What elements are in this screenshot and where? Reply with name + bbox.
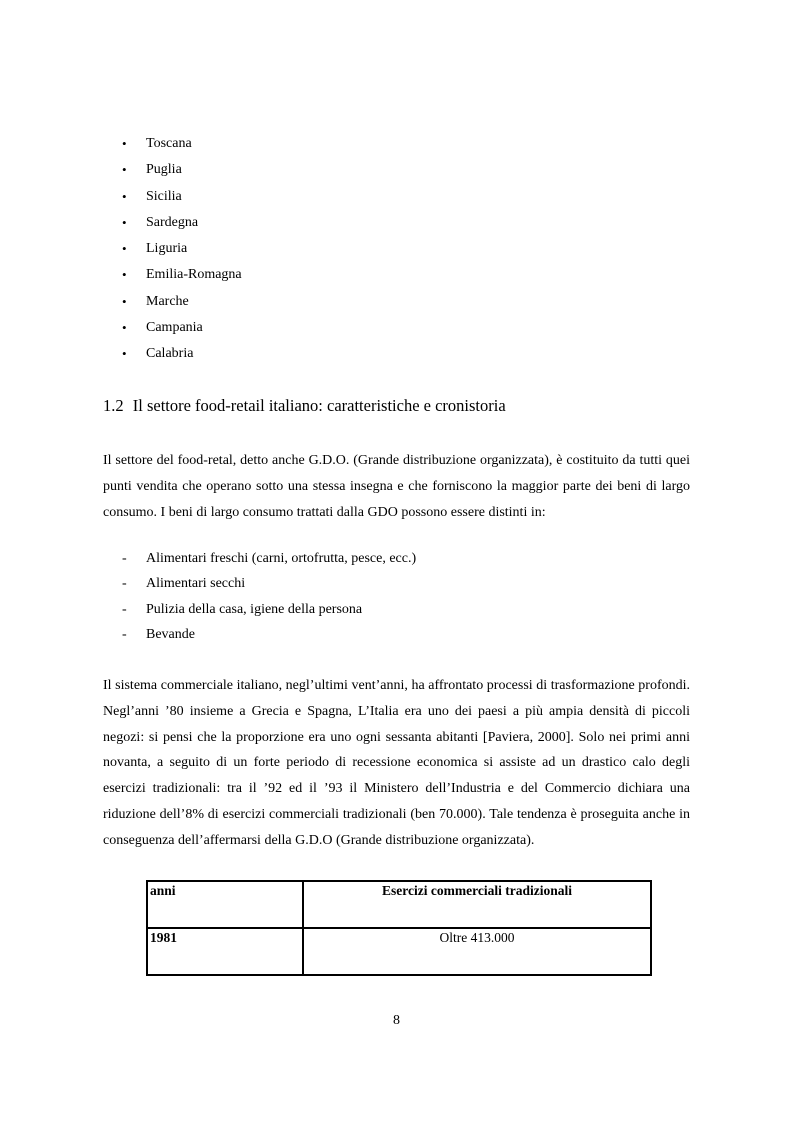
table-cell-year: 1981 — [147, 928, 303, 975]
list-item-text: Campania — [146, 320, 203, 336]
bullet-icon: • — [122, 293, 127, 309]
list-item-text: Toscana — [146, 136, 192, 151]
list-item — [122, 187, 242, 213]
list-item — [122, 549, 416, 574]
list-item — [122, 213, 242, 239]
bullet-icon: • — [122, 188, 127, 204]
list-item — [122, 574, 416, 599]
dash-icon: - — [122, 601, 127, 617]
table-header-years: anni — [147, 881, 303, 928]
list-item — [122, 625, 416, 650]
list-item — [122, 265, 242, 291]
shops-table — [146, 880, 652, 976]
table-header-row — [147, 881, 651, 928]
list-item-text: Puglia — [146, 162, 182, 178]
bullet-icon: • — [122, 241, 127, 257]
bullet-icon: • — [122, 320, 127, 336]
list-item-text: Emilia-Romagna — [146, 267, 242, 283]
dash-icon: - — [122, 551, 127, 566]
list-item-text: Alimentari secchi — [146, 576, 246, 592]
list-item-text: Bevande — [146, 626, 195, 642]
list-item-text: Calabria — [146, 346, 194, 362]
list-item-text: Pulizia della casa, igiene della persona — [146, 601, 363, 617]
list-item-text: Alimentari freschi (carni, ortofrutta, pesce, ecc.) — [146, 551, 417, 566]
dash-icon: - — [122, 626, 127, 642]
history-paragraph: Il sistema commerciale italiano, negl’ultimi vent’anni, ha affrontato processi di trasformazione profondi. Negl’anni ’80 insieme a Grecia e Spagna, L’Italia era uno dei paesi a più ampia densità di piccoli negozi: si pensi che la proporzione era uno ogni sessanta abitanti [Paviera, 2000]. Solo nei primi anni novanta, a seguito di un forte periodo di recessione economica si assiste ad un drastico calo degli esercizi tradizionali: tra il ’92 ed il ’93 il Ministero dell’Industria e del Commercio dichiara una riduzione dell’8% di esercizi commerciali tradizionali (ben 70.000). Tale tendenza è proseguita anche in conseguenza dell’affermarsi della G.D.O (Grande distribuzione organizzata). — [103, 678, 690, 848]
list-item — [122, 600, 416, 625]
list-item — [122, 160, 242, 186]
goods-dash-list — [122, 549, 416, 650]
list-item — [122, 292, 242, 318]
bullet-icon: • — [122, 136, 127, 151]
list-item-text: Liguria — [146, 241, 188, 257]
page-number: 8 — [393, 1013, 400, 1028]
bullet-icon: • — [122, 346, 127, 362]
bullet-icon: • — [122, 214, 127, 230]
table-header-shops: Esercizi commerciali tradizionali — [303, 881, 651, 928]
bullet-icon: • — [122, 162, 127, 178]
intro-paragraph: Il settore del food-retal, detto anche G.D.O. (Grande distribuzione organizzata), è costituito da tutti quei punti vendita che operano sotto una stessa insegna e che forniscono la maggior parte dei beni di largo consumo. I beni di largo consumo trattati dalla GDO possono essere distinti in: — [103, 453, 690, 520]
list-item — [122, 239, 242, 265]
table-row — [147, 928, 651, 975]
table-cell-value: Oltre 413.000 — [303, 928, 651, 975]
list-item — [122, 344, 242, 370]
section-title: Il settore food-retail italiano: caratteristiche e cronistoria — [132, 396, 506, 415]
list-item-text: Marche — [146, 293, 189, 309]
list-item-text: Sicilia — [146, 188, 182, 204]
list-item-text: Sardegna — [146, 214, 199, 230]
section-heading — [103, 396, 506, 416]
list-item — [122, 318, 242, 344]
regions-bullet-list — [122, 134, 242, 371]
dash-icon: - — [122, 576, 127, 592]
list-item — [122, 134, 242, 160]
section-number: 1.2 — [103, 396, 124, 415]
bullet-icon: • — [122, 267, 127, 283]
